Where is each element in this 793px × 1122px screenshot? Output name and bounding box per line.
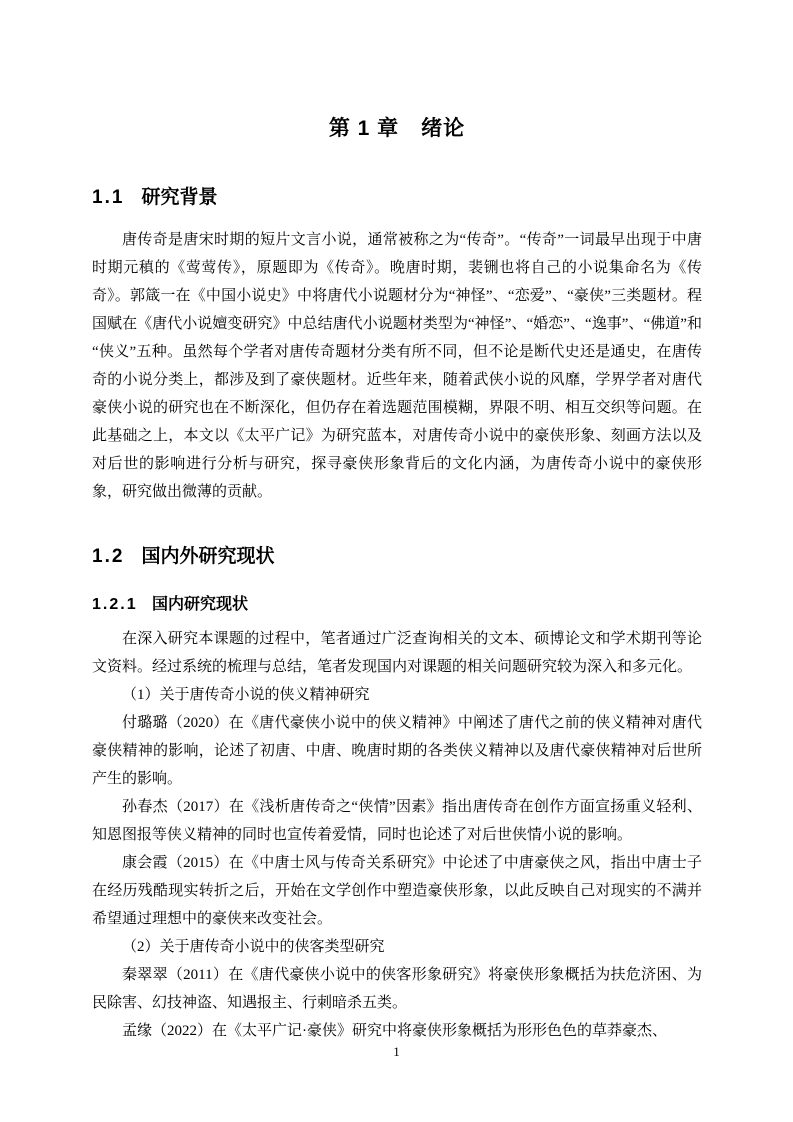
section-research-background xyxy=(92,182,702,506)
paragraph-list-item: （1）关于唐传奇小说的侠义精神研究 xyxy=(122,687,370,703)
section-title: 研究背景 xyxy=(141,187,218,208)
paragraph: 唐传奇是唐宋时期的短片文言小说，通常被称之为“传奇”。“传奇”一词最早出现于中唐时期元稹的《莺莺传》，原题即为《传奇》。晚唐时期，裴铏也将自己的小说集命名为《传奇》。郭箴一在《中国小说史》中将唐代小说题材分为“神怪”、“恋爱”、“豪侠”三类题材。程国赋在《唐代小说嬗变研究》中总结唐代小说题材类型为“神怪”、“婚恋”、“逸事”、“佛道”和“侠义”五种。虽然每个学者对唐传奇题材分类有所不同，但不论是断代史还是通史，在唐传奇的小说分类上，都涉及到了豪侠题材。近些年来，随着武侠小说的风靡，学界学者对唐代豪侠小说的研究也在不断深化，但仍存在着选题范围模糊，界限不明、相互交织等问题。在此基础之上，本文以《太平广记》为研究蓝本，对唐传奇小说中的豪侠形象、刻画方法以及对后世的影响进行分析与研究，探寻豪侠形象背后的文化内涵，为唐传奇小说中的豪侠形象，研究做出微薄的贡献。 xyxy=(92,232,702,500)
paragraph: 秦翠翠（2011）在《唐代豪侠小说中的侠客形象研究》将豪侠形象概括为扶危济困、为民除害、幻技神盗、知遇报主、行刺暗杀五类。 xyxy=(92,967,702,1011)
subsection-heading-1-2-1 xyxy=(92,591,702,614)
section-heading-1-1 xyxy=(92,182,702,209)
subsection-title: 国内研究现状 xyxy=(151,596,248,613)
paragraph: 付璐璐（2020）在《唐代豪侠小说中的侠义精神》中阐述了唐代之前的侠义精神对唐代豪侠精神的影响，论述了初唐、中唐、晚唐时期的各类侠义精神以及唐代豪侠精神对后世所产生的影响。 xyxy=(92,715,702,787)
paragraph-list-item: （2）关于唐传奇小说中的侠客类型研究 xyxy=(122,939,385,955)
paragraph: 孙春杰（2017）在《浅析唐传奇之“侠情”因素》指出唐传奇在创作方面宣扬重义轻利、知恩图报等侠义精神的同时也宣传着爱情，同时也论述了对后世侠情小说的影响。 xyxy=(92,799,702,843)
section-heading-1-2 xyxy=(92,541,702,568)
paragraph: 孟缘（2022）在《太平广记·豪侠》研究中将豪侠形象概括为形形色色的草莽豪杰、 xyxy=(122,1023,667,1039)
section-number: 1.1 xyxy=(92,187,125,208)
chapter-title: 第 1 章 绪论 xyxy=(328,117,466,140)
page-footer xyxy=(0,1044,793,1060)
paragraph: 康会霞（2015）在《中唐士风与传奇关系研究》中论述了中唐豪侠之风，指出中唐士子在经历残酷现实转折之后，开始在文学创作中塑造豪侠形象，以此反映自己对现实的不满并希望通过理想中的豪侠来改变社会。 xyxy=(92,855,702,927)
subsection-number: 1.2.1 xyxy=(92,596,138,613)
paragraph: 在深入研究本课题的过程中，笔者通过广泛查询相关的文本、硕博论文和学术期刊等论文资料。经过系统的梳理与总结，笔者发现国内对课题的相关问题研究较为深入和多元化。 xyxy=(92,631,702,675)
section-number: 1.2 xyxy=(92,546,125,567)
section-research-status xyxy=(92,541,702,1045)
page-number: 1 xyxy=(393,1044,400,1059)
section-title: 国内外研究现状 xyxy=(141,546,275,567)
